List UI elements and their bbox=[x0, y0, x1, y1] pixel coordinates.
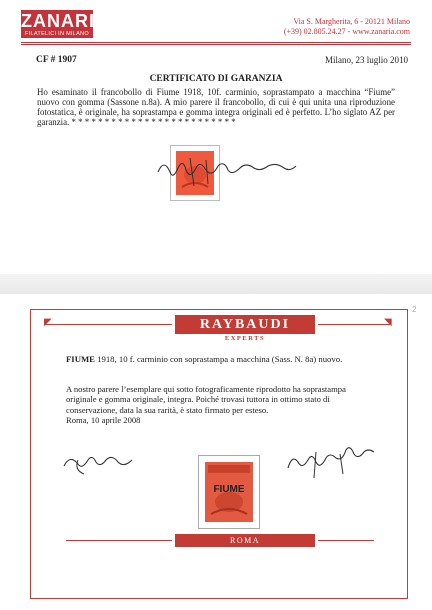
zanaria-logo-subtitle: FILATELICI IN MILANO bbox=[25, 31, 89, 37]
raybaudi-date: Roma, 10 aprile 2008 bbox=[66, 415, 141, 426]
zanaria-divider-double bbox=[21, 44, 411, 45]
certificate-heading: CERTIFICATO DI GARANZIA bbox=[149, 74, 283, 84]
certificate-number: CF # 1907 bbox=[36, 55, 77, 65]
zanaria-logo bbox=[21, 10, 109, 38]
zanaria-logo-title: ZANARIA bbox=[21, 11, 109, 31]
corner-ornament-right-icon: ◥ bbox=[384, 317, 392, 328]
raybaudi-subtitle: EXPERTS bbox=[224, 335, 266, 342]
zanaria-address bbox=[284, 17, 410, 37]
zanaria-divider bbox=[21, 42, 411, 43]
page-number: 2 bbox=[412, 305, 417, 314]
raybaudi-header-rule-right bbox=[318, 324, 390, 325]
raybaudi-footer-rule-left bbox=[66, 540, 172, 541]
zanaria-date: Milano, 23 luglio 2010 bbox=[325, 55, 408, 65]
stamp-picture bbox=[205, 462, 253, 522]
raybaudi-stamp-country: FIUME bbox=[66, 354, 95, 364]
raybaudi-body-text: A nostro parere l’esemplare qui sotto fotograficamente riprodotto ha soprastampa originale e gomma originale, integra. Poiché trovasi tuttora in ottimo stato di conservazione, data la sua rarità, è stato firmato per esteso. bbox=[66, 384, 346, 415]
raybaudi-body bbox=[66, 384, 372, 426]
raybaudi-logo: RAYBAUDI bbox=[175, 315, 315, 334]
raybaudi-stamp-details: 1918, 10 f. carminio con soprastampa a macchina (Sass. N. 8a) nuovo. bbox=[94, 354, 343, 364]
raybaudi-stamp-description bbox=[66, 354, 342, 364]
stamp-overprint: FIUME bbox=[213, 484, 245, 495]
page-separator bbox=[0, 274, 432, 294]
raybaudi-header-rule-left bbox=[44, 324, 172, 325]
raybaudi-signature-left bbox=[60, 448, 140, 478]
raybaudi-footer-rule-right bbox=[318, 540, 374, 541]
raybaudi-signature-right bbox=[282, 446, 382, 482]
zanaria-signature bbox=[150, 150, 310, 190]
corner-ornament-left-icon: ◤ bbox=[44, 317, 52, 328]
zanaria-address-line2: (+39) 02.805.24.27 - www.zanaria.com bbox=[283, 27, 410, 36]
zanaria-address-line1: Via S. Margherita, 6 - 20121 Milano bbox=[293, 17, 410, 26]
zanaria-body-text: Ho esaminato il francobollo di Fiume 1918, 10f. carminio, soprastampato a macchina “Fiume” nuovo con gomma (Sassone n.8a). A mio parere il francobollo, di cui è qui unita una riproduzione fotostatica, è originale, ha soprastampa e gomma integra originali ed è perfetto. L’ho siglato AZ per garanzia. * * * * * * * * * * * * * * * * * * * * * * * * * bbox=[37, 87, 395, 127]
raybaudi-city-bar: ROMA bbox=[175, 534, 315, 547]
raybaudi-stamp-image bbox=[199, 456, 259, 528]
